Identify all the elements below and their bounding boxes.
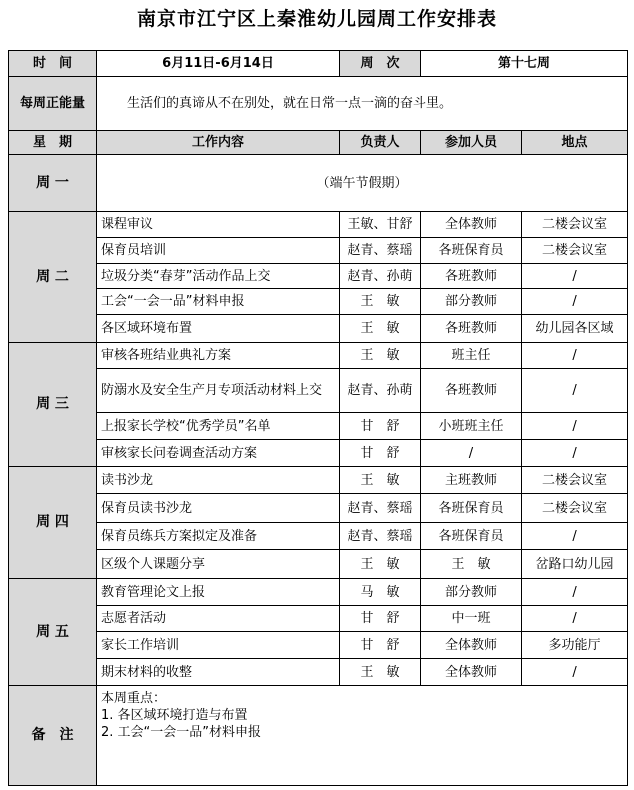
table-row bbox=[9, 632, 628, 659]
task-participants: 全体教师 bbox=[421, 659, 522, 686]
task-location: 二楼会议室 bbox=[522, 494, 628, 523]
task-location: / bbox=[522, 289, 628, 315]
task-location: / bbox=[522, 606, 628, 632]
task-owner: 马 敏 bbox=[340, 579, 421, 606]
task-participants: 各班教师 bbox=[421, 315, 522, 343]
task-location: 多功能厅 bbox=[522, 632, 628, 659]
schedule-body bbox=[9, 51, 628, 786]
motto-text: 生活们的真谛从不在别处，就在日常一点一滴的奋斗里。 bbox=[97, 77, 628, 131]
task-location: / bbox=[522, 264, 628, 289]
col-participants: 参加人员 bbox=[421, 131, 522, 155]
motto-row bbox=[9, 77, 628, 131]
motto-label: 每周正能量 bbox=[9, 77, 97, 131]
header-row bbox=[9, 51, 628, 77]
task-owner: 王 敏 bbox=[340, 659, 421, 686]
task-owner: 王 敏 bbox=[340, 315, 421, 343]
task-content: 各区域环境布置 bbox=[97, 315, 340, 343]
task-owner: 赵青、蔡瑶 bbox=[340, 523, 421, 550]
task-owner: 甘 舒 bbox=[340, 413, 421, 440]
task-owner: 王敏、甘舒 bbox=[340, 212, 421, 238]
task-location: 二楼会议室 bbox=[522, 467, 628, 494]
task-content: 期末材料的收整 bbox=[97, 659, 340, 686]
col-location: 地点 bbox=[522, 131, 628, 155]
task-participants: / bbox=[421, 440, 522, 467]
col-content: 工作内容 bbox=[97, 131, 340, 155]
task-content: 教育管理论文上报 bbox=[97, 579, 340, 606]
holiday-note: （端午节假期） bbox=[97, 155, 628, 212]
task-content: 上报家长学校“优秀学员”名单 bbox=[97, 413, 340, 440]
note-line: 2. 工会“一会一品”材料申报 bbox=[101, 725, 262, 740]
task-location: 二楼会议室 bbox=[522, 212, 628, 238]
week-label: 周 次 bbox=[340, 51, 421, 77]
task-content: 家长工作培训 bbox=[97, 632, 340, 659]
task-participants: 小班班主任 bbox=[421, 413, 522, 440]
table-row bbox=[9, 264, 628, 289]
task-location: 幼儿园各区域 bbox=[522, 315, 628, 343]
task-location: 二楼会议室 bbox=[522, 238, 628, 264]
date-range: 6月11日-6月14日 bbox=[97, 51, 340, 77]
task-participants: 各班保育员 bbox=[421, 523, 522, 550]
task-content: 课程审议 bbox=[97, 212, 340, 238]
task-participants: 各班保育员 bbox=[421, 238, 522, 264]
table-row bbox=[9, 212, 628, 238]
day-label: 周 四 bbox=[9, 467, 97, 579]
task-content: 审核各班结业典礼方案 bbox=[97, 343, 340, 369]
table-row bbox=[9, 413, 628, 440]
table-row bbox=[9, 289, 628, 315]
table-row bbox=[9, 579, 628, 606]
task-participants: 全体教师 bbox=[421, 212, 522, 238]
table-row bbox=[9, 494, 628, 523]
task-location: / bbox=[522, 523, 628, 550]
task-owner: 赵青、孙萌 bbox=[340, 369, 421, 413]
note-line: 1. 各区域环境打造与布置 bbox=[101, 708, 248, 723]
task-owner: 甘 舒 bbox=[340, 440, 421, 467]
task-participants: 全体教师 bbox=[421, 632, 522, 659]
notes-label: 备 注 bbox=[9, 686, 97, 786]
table-row bbox=[9, 606, 628, 632]
day-label: 周 一 bbox=[9, 155, 97, 212]
task-owner: 王 敏 bbox=[340, 550, 421, 579]
note-line: 本周重点： bbox=[101, 691, 167, 706]
table-row bbox=[9, 523, 628, 550]
task-content: 审核家长问卷调查活动方案 bbox=[97, 440, 340, 467]
task-owner: 赵青、蔡瑶 bbox=[340, 238, 421, 264]
task-location: / bbox=[522, 579, 628, 606]
notes-row bbox=[9, 686, 628, 786]
task-location: / bbox=[522, 659, 628, 686]
task-content: 保育员读书沙龙 bbox=[97, 494, 340, 523]
task-owner: 王 敏 bbox=[340, 467, 421, 494]
task-location: 岔路口幼儿园 bbox=[522, 550, 628, 579]
col-day: 星 期 bbox=[9, 131, 97, 155]
page-title: 南京市江宁区上秦淮幼儿园周工作安排表 bbox=[136, 8, 497, 30]
col-owner: 负责人 bbox=[340, 131, 421, 155]
task-owner: 甘 舒 bbox=[340, 632, 421, 659]
table-row bbox=[9, 440, 628, 467]
task-participants: 中一班 bbox=[421, 606, 522, 632]
task-participants: 各班教师 bbox=[421, 264, 522, 289]
task-content: 保育员培训 bbox=[97, 238, 340, 264]
task-participants: 班主任 bbox=[421, 343, 522, 369]
task-location: / bbox=[522, 440, 628, 467]
table-row bbox=[9, 238, 628, 264]
week-value: 第十七周 bbox=[421, 51, 628, 77]
task-owner: 赵青、蔡瑶 bbox=[340, 494, 421, 523]
task-owner: 王 敏 bbox=[340, 343, 421, 369]
table-row bbox=[9, 467, 628, 494]
task-owner: 赵青、孙萌 bbox=[340, 264, 421, 289]
task-participants: 王 敏 bbox=[421, 550, 522, 579]
task-owner: 王 敏 bbox=[340, 289, 421, 315]
task-location: / bbox=[522, 413, 628, 440]
task-content: 区级个人课题分享 bbox=[97, 550, 340, 579]
task-content: 志愿者活动 bbox=[97, 606, 340, 632]
task-participants: 各班保育员 bbox=[421, 494, 522, 523]
notes-content bbox=[97, 686, 628, 786]
day-label: 周 三 bbox=[9, 343, 97, 467]
task-content: 防溺水及安全生产月专项活动材料上交 bbox=[97, 369, 340, 413]
day-row bbox=[9, 155, 628, 212]
time-label: 时 间 bbox=[9, 51, 97, 77]
task-content: 垃圾分类“春芽”活动作品上交 bbox=[97, 264, 340, 289]
table-row bbox=[9, 659, 628, 686]
task-content: 读书沙龙 bbox=[97, 467, 340, 494]
task-content: 工会“一会一品”材料申报 bbox=[97, 289, 340, 315]
table-row bbox=[9, 369, 628, 413]
task-participants: 主班教师 bbox=[421, 467, 522, 494]
column-header-row bbox=[9, 131, 628, 155]
task-content: 保育员练兵方案拟定及准备 bbox=[97, 523, 340, 550]
day-label: 周 二 bbox=[9, 212, 97, 343]
day-label: 周 五 bbox=[9, 579, 97, 686]
task-owner: 甘 舒 bbox=[340, 606, 421, 632]
table-row bbox=[9, 343, 628, 369]
table-row bbox=[9, 550, 628, 579]
task-location: / bbox=[522, 369, 628, 413]
task-participants: 各班教师 bbox=[421, 369, 522, 413]
schedule-table bbox=[8, 50, 628, 786]
task-participants: 部分教师 bbox=[421, 579, 522, 606]
task-participants: 部分教师 bbox=[421, 289, 522, 315]
table-row bbox=[9, 315, 628, 343]
task-location: / bbox=[522, 343, 628, 369]
